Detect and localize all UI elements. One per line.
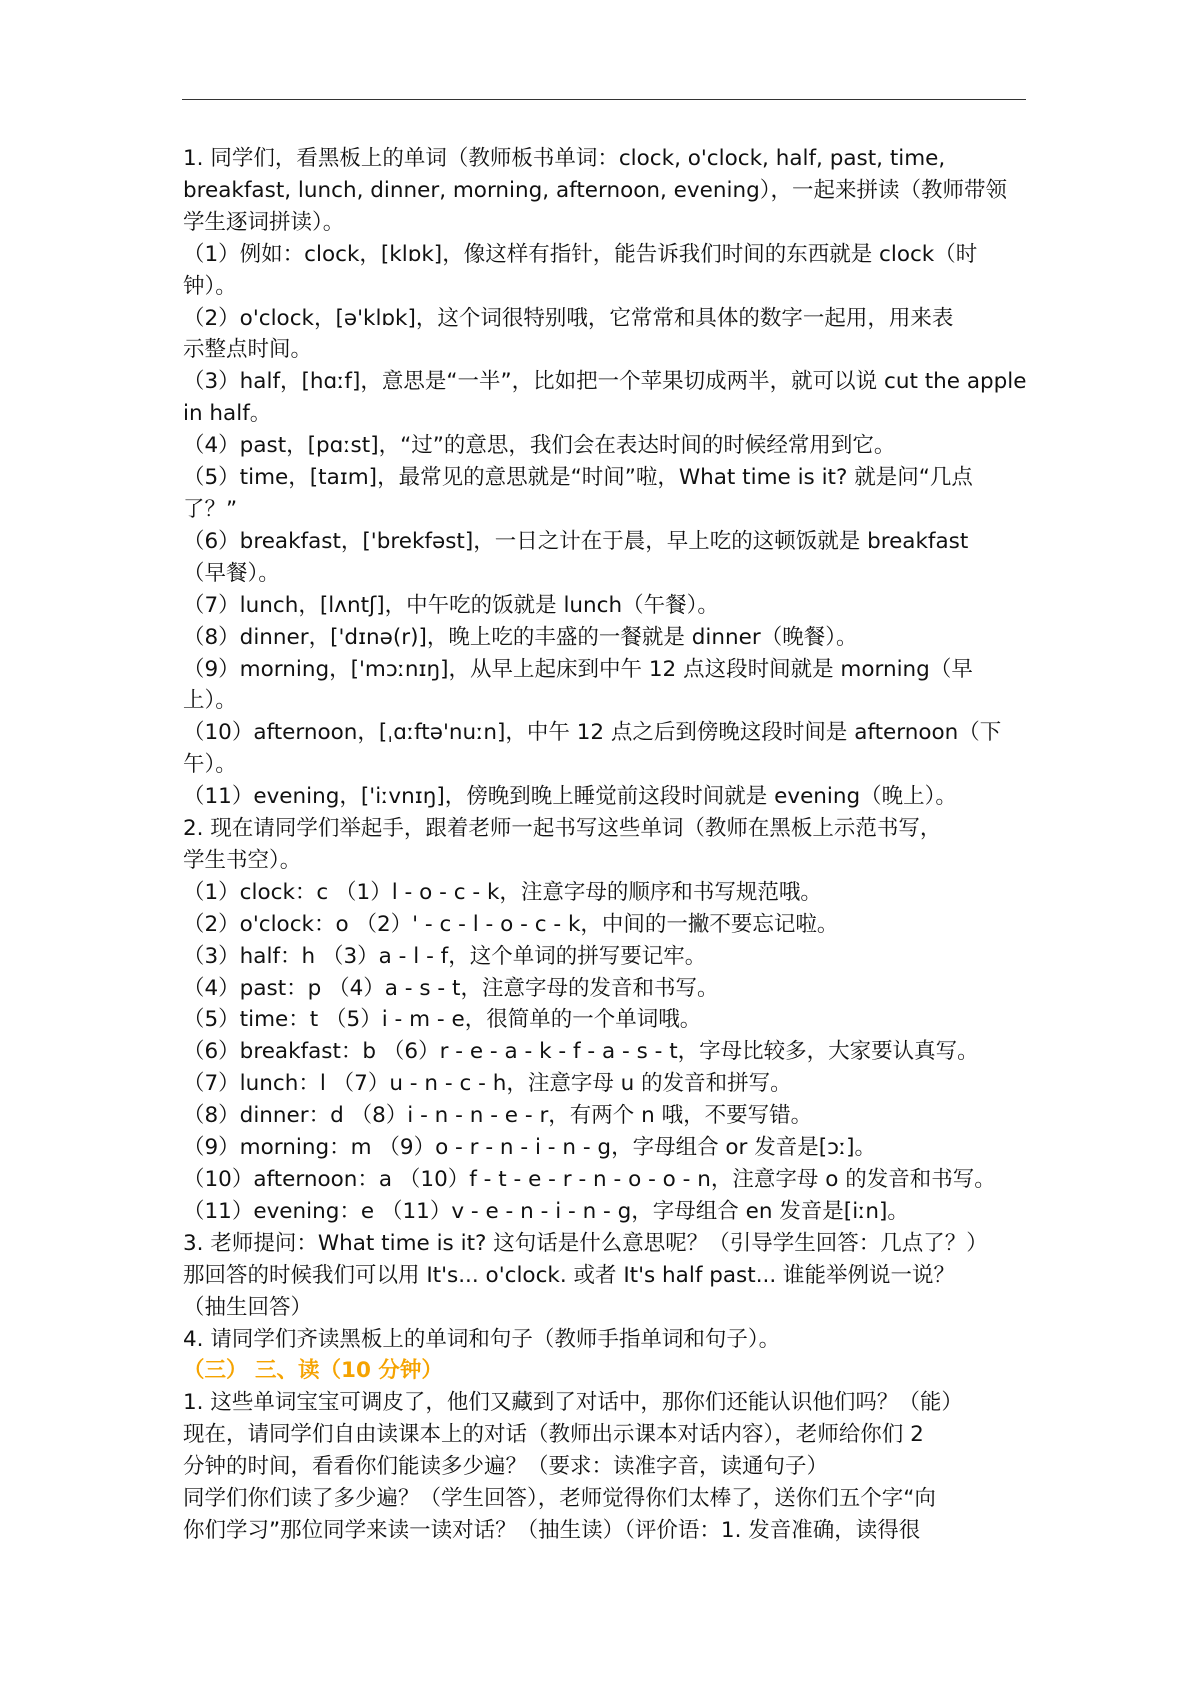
text-line: （6）breakfast，['brekfəst]，一日之计在于晨，早上吃的这顿饭就是 breakfast xyxy=(183,528,969,554)
text-line: 那回答的时候我们可以用 It's... o'clock. 或者 It's half past... 谁能举例说一说？ xyxy=(183,1262,956,1288)
header-rule xyxy=(182,99,1026,100)
text-line: （10）afternoon：a （10）f - t - e - r - n - o - o - n，注意字母 o 的发音和书写。 xyxy=(183,1167,996,1192)
section-heading: （三） 三、读（10 分钟） xyxy=(183,1358,443,1384)
text-line: 学生书空）。 xyxy=(183,847,302,873)
text-line: （9）morning，['mɔːnɪŋ]，从早上起床到中午 12 点这段时间就是 morning（早 xyxy=(183,656,973,682)
text-line: （3）half：h （3）a - l - f，这个单词的拼写要记牢。 xyxy=(183,943,707,969)
text-line: （5）time：t （5）i - m - e，很简单的一个单词哦。 xyxy=(183,1007,702,1033)
text-line: 2. 现在请同学们举起手，跟着老师一起书写这些单词（教师在黑板上示范书写， xyxy=(183,816,942,842)
text-line: 4. 请同学们齐读黑板上的单词和句子（教师手指单词和句子）。 xyxy=(183,1326,781,1352)
text-line: （抽生回答） xyxy=(183,1294,313,1320)
text-line: （4）past：p （4）a - s - t，注意字母的发音和书写。 xyxy=(183,975,719,1001)
text-line: breakfast, lunch, dinner, morning, afternoon, evening），一起来拼读（教师带领 xyxy=(183,177,1007,203)
text-line: in half。 xyxy=(183,401,272,427)
text-line: （5）time，[taɪm]，最常见的意思就是“时间”啦，What time is it? 就是问“几点 xyxy=(183,465,973,491)
text-line: （6）breakfast：b （6）r - e - a - k - f - a - s - t，字母比较多，大家要认真写。 xyxy=(183,1039,979,1065)
text-line: 午）。 xyxy=(183,752,237,778)
text-line: （11）evening：e （11）v - e - n - i - n - g，字母组合 en 发音是[iːn]。 xyxy=(183,1198,909,1224)
text-line: （2）o'clock：o （2）' - c - l - o - c - k，中间的一撇不要忘记啦。 xyxy=(183,911,839,937)
text-line: （1）clock：c （1）l - o - c - k，注意字母的顺序和书写规范哦。 xyxy=(183,879,822,905)
document-body xyxy=(183,143,1029,1547)
text-line: 同学们你们读了多少遍？（学生回答），老师觉得你们太棒了，送你们五个字“向 xyxy=(183,1486,936,1512)
text-line: 1. 同学们，看黑板上的单词（教师板书单词：clock, o'clock, half, past, time, xyxy=(183,146,946,171)
text-line: （7）lunch，[lʌntʃ]，中午吃的饭就是 lunch（午餐）。 xyxy=(183,592,719,618)
text-line: （11）evening，['iːvnɪŋ]，傍晚到晚上睡觉前这段时间就是 evening（晚上）。 xyxy=(183,784,957,810)
text-line: 1. 这些单词宝宝可调皮了，他们又藏到了对话中，那你们还能认识他们吗？（能） xyxy=(183,1390,963,1416)
text-line: （2）o'clock，[ə'klɒk]，这个词很特别哦，它常常和具体的数字一起用，用来表 xyxy=(183,305,954,331)
text-line: （10）afternoon，[ˌɑːftə'nuːn]，中午 12 点之后到傍晚这段时间是 afternoon（下 xyxy=(183,720,1002,746)
text-line: 现在，请同学们自由读课本上的对话（教师出示课本对话内容），老师给你们 2 xyxy=(183,1422,924,1448)
text-line: 分钟的时间，看看你们能读多少遍？（要求：读准字音，读通句子） xyxy=(183,1454,829,1480)
text-line: （9）morning：m （9）o - r - n - i - n - g，字母组合 or 发音是[ɔː]。 xyxy=(183,1135,877,1161)
text-line: （3）half，[hɑːf]，意思是“一半”，比如把一个苹果切成两半，就可以说 cut the apple xyxy=(183,369,1027,395)
text-line: （8）dinner：d （8）i - n - n - e - r，有两个 n 哦，不要写错。 xyxy=(183,1103,813,1129)
text-line: 你们学习”那位同学来读一读对话？（抽生读）（评价语：1. 发音准确，读得很 xyxy=(183,1517,921,1543)
text-line: （1）例如：clock，[klɒk]，像这样有指针，能告诉我们时间的东西就是 clock（时 xyxy=(183,241,978,267)
text-line: （7）lunch：l （7）u - n - c - h，注意字母 u 的发音和拼写。 xyxy=(183,1071,792,1097)
text-line: 3. 老师提问：What time is it? 这句话是什么意思呢？（引导学生回答：几点了？） xyxy=(183,1230,988,1256)
text-line: （早餐）。 xyxy=(183,560,280,586)
text-line: （8）dinner，['dɪnə(r)]，晚上吃的丰盛的一餐就是 dinner（晚餐）。 xyxy=(183,624,858,650)
text-line: 示整点时间。 xyxy=(183,337,313,363)
text-line: 学生逐词拼读）。 xyxy=(183,209,345,235)
text-line: （4）past，[pɑːst]，“过”的意思，我们会在表达时间的时候经常用到它。 xyxy=(183,433,896,459)
text-line: 钟）。 xyxy=(183,273,237,299)
text-line: 了？” xyxy=(183,496,238,522)
text-line: 上）。 xyxy=(183,688,237,714)
